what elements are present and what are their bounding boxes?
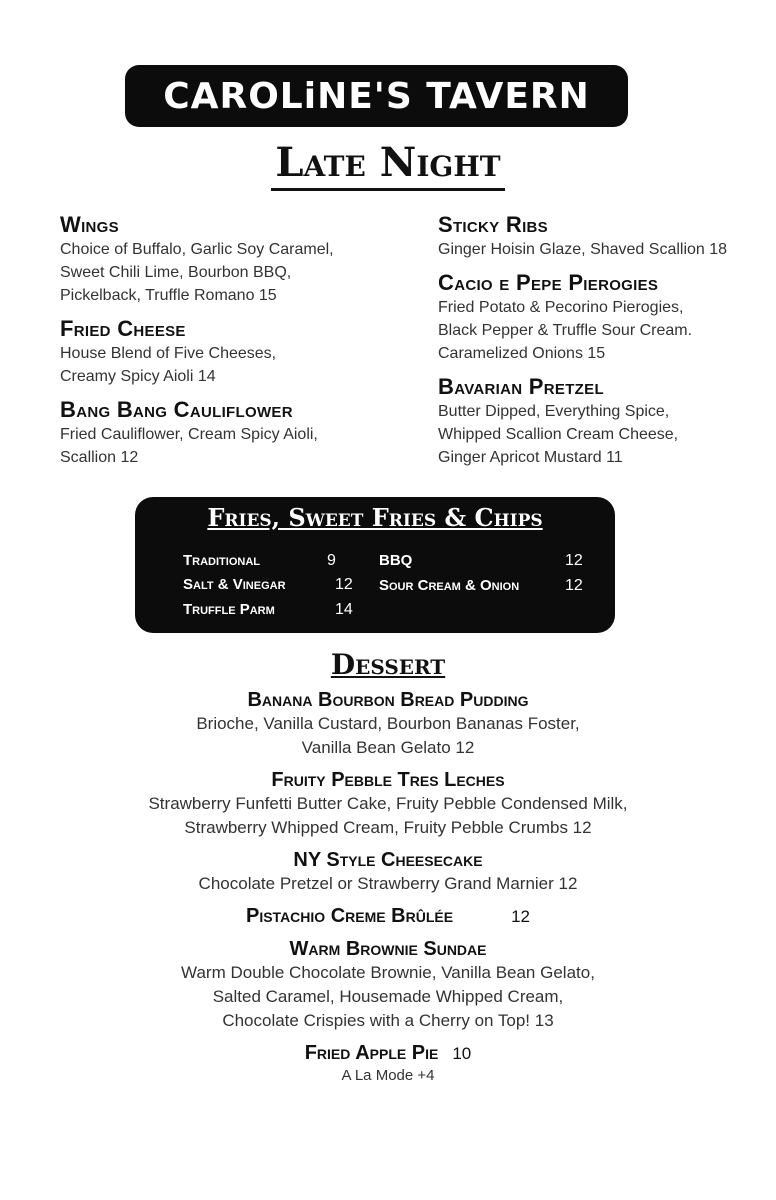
fries-item-price: 12 <box>565 552 583 569</box>
dessert-name: Pistachio Creme Brûlée <box>245 905 454 927</box>
dessert-brownie-sundae <box>0 937 776 1033</box>
restaurant-banner <box>125 65 628 127</box>
dessert-name: Fried Apple Pie <box>304 1042 439 1064</box>
dessert-title-wrap <box>0 648 776 681</box>
dessert-tres-leches <box>0 768 776 840</box>
dessert-name: Fruity Pebble Tres Leches <box>271 769 505 791</box>
item-name: Sticky Ribs <box>438 212 548 237</box>
fries-section-title: Fries, Sweet Fries & Chips <box>207 503 543 532</box>
fries-item-name: Truffle Parm <box>183 601 275 618</box>
dessert-description: Chocolate Pretzel or Strawberry Grand Marnier 12 <box>198 874 578 893</box>
dessert-name: Warm Brownie Sundae <box>289 938 487 960</box>
fries-item-name: Salt & Vinegar <box>183 576 286 593</box>
fries-item-price: 12 <box>565 577 583 594</box>
dessert-price: 12 <box>511 907 530 926</box>
dessert-creme-brulee <box>0 904 776 929</box>
dessert-banana-bread-pudding <box>0 688 776 760</box>
item-description: Ginger Hoisin Glaze, Shaved Scallion 18 <box>438 241 728 258</box>
dessert-description: Warm Double Chocolate Brownie, Vanilla Bean Gelato, Salted Caramel, Housemade Whipped Cream, Chocolate Crispies with a Cherry on Top! 13 <box>181 963 595 1030</box>
fries-item-price: 9 <box>327 552 336 569</box>
right-menu-column <box>438 212 758 478</box>
item-name: Bavarian Pretzel <box>438 374 604 399</box>
item-description: Butter Dipped, Everything Spice, Whipped Scallion Cream Cheese, Ginger Apricot Mustard 11 <box>438 403 679 466</box>
item-name: Fried Cheese <box>60 316 186 341</box>
dessert-addon: A La Mode +4 <box>341 1067 435 1084</box>
dessert-name: NY Style Cheesecake <box>293 849 483 871</box>
fries-item-name: Sour Cream & Onion <box>379 577 520 594</box>
dessert-title: Dessert <box>330 648 446 681</box>
dessert-name-row <box>0 904 776 929</box>
fries-item-name: BBQ <box>379 552 413 569</box>
menu-item-fried-cheese <box>60 316 400 388</box>
fries-section <box>135 497 615 633</box>
item-name: Wings <box>60 212 119 237</box>
fries-item-price: 12 <box>335 576 353 593</box>
item-description: Fried Cauliflower, Cream Spicy Aioli, Scallion 12 <box>60 426 318 466</box>
dessert-cheesecake <box>0 848 776 896</box>
menu-item-sticky-ribs <box>438 212 758 261</box>
fries-item-sour-cream-onion <box>379 577 583 594</box>
dessert-name: Banana Bourbon Bread Pudding <box>247 689 529 711</box>
dessert-list <box>0 688 776 1094</box>
dessert-name-row <box>0 1041 776 1066</box>
menu-title: Late Night <box>271 140 504 191</box>
fries-item-salt-vinegar <box>183 576 353 593</box>
item-description: House Blend of Five Cheeses, Creamy Spicy Aioli 14 <box>60 345 277 385</box>
menu-title-wrap <box>0 140 776 191</box>
dessert-fried-apple-pie <box>0 1041 776 1086</box>
left-menu-column <box>60 212 400 478</box>
item-description: Fried Potato & Pecorino Pierogies, Black Pepper & Truffle Sour Cream. Caramelized Onions 15 <box>438 299 693 362</box>
item-name: Bang Bang Cauliflower <box>60 397 293 422</box>
fries-item-bbq <box>379 552 583 569</box>
menu-item-bavarian-pretzel <box>438 374 758 469</box>
dessert-description: Strawberry Funfetti Butter Cake, Fruity Pebble Condensed Milk, Strawberry Whipped Cream, Fruity Pebble Crumbs 12 <box>148 794 628 837</box>
menu-item-cacio-e-pepe-pierogies <box>438 270 758 365</box>
menu-item-bang-bang-cauliflower <box>60 397 400 469</box>
fries-item-name: Traditional <box>183 552 260 569</box>
item-name: Cacio e Pepe Pierogies <box>438 270 659 295</box>
fries-item-price: 14 <box>335 601 353 618</box>
item-description: Choice of Buffalo, Garlic Soy Caramel, Sweet Chili Lime, Bourbon BBQ, Pickelback, Truffle Romano 15 <box>60 241 334 304</box>
menu-item-wings <box>60 212 400 307</box>
fries-item-truffle-parm <box>183 601 353 618</box>
dessert-description: Brioche, Vanilla Custard, Bourbon Bananas Foster, Vanilla Bean Gelato 12 <box>196 714 580 757</box>
dessert-price: 10 <box>452 1044 472 1063</box>
fries-item-traditional <box>183 552 336 569</box>
restaurant-name: CAROLiNE'S TAVERN <box>163 75 590 117</box>
